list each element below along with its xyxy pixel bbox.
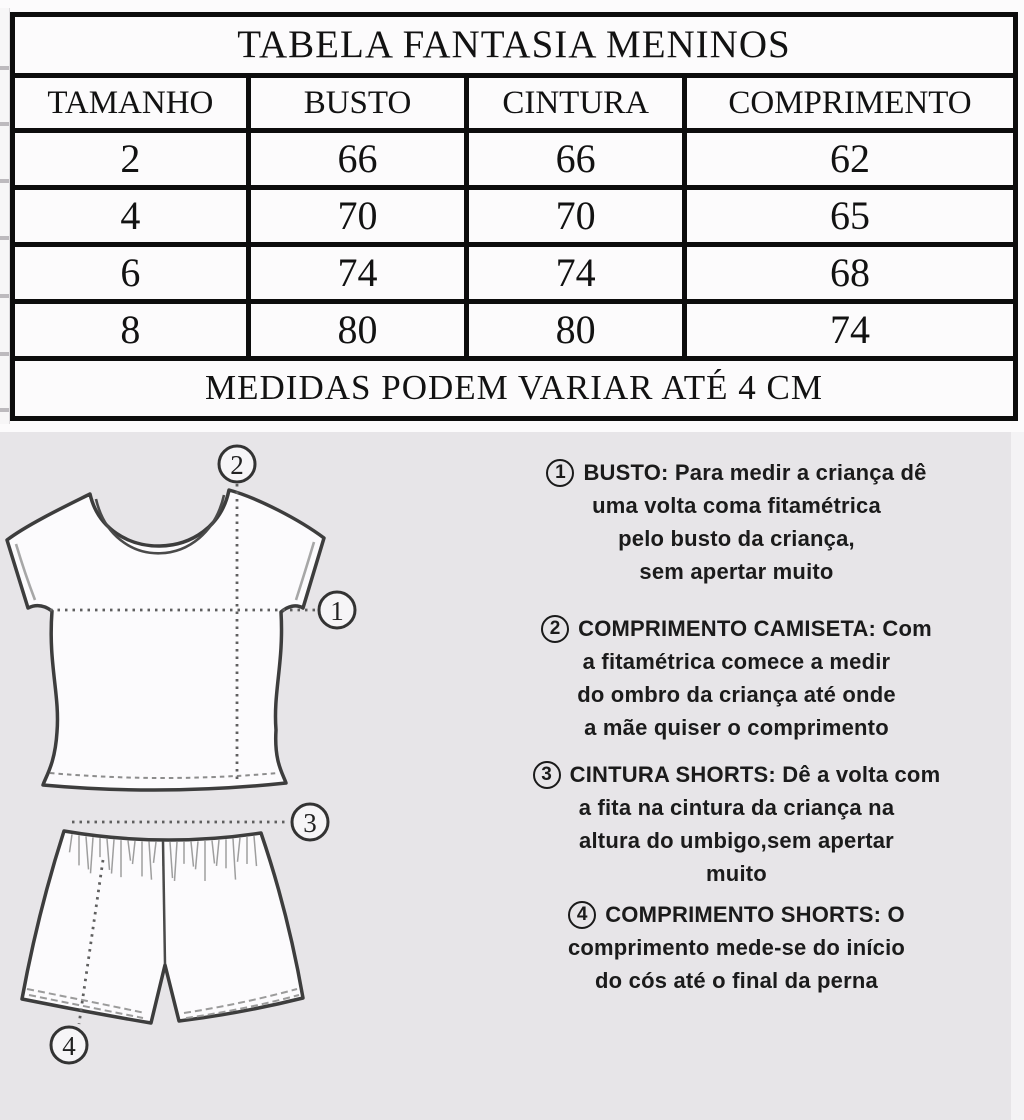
table-row <box>13 188 1016 245</box>
callout-number: 3 <box>303 808 317 838</box>
table-footer-row <box>13 359 1016 419</box>
instruction-comprimento-camiseta <box>486 612 987 744</box>
table-cell: 66 <box>467 131 685 188</box>
garment-diagram <box>0 432 480 1120</box>
edge-tick <box>0 122 9 126</box>
table-cell: 74 <box>684 302 1015 359</box>
circled-1-icon: 1 <box>546 459 574 487</box>
edge-tick <box>0 352 9 356</box>
instruction-text-line: a fitamétrica comece a medir <box>582 649 891 674</box>
edge-tick <box>0 66 9 70</box>
table-cell: 6 <box>13 245 249 302</box>
edge-tick <box>0 408 9 412</box>
instruction-text-line: pelo busto da criança, <box>618 526 855 551</box>
size-table <box>10 12 1018 421</box>
table-cell: 70 <box>248 188 467 245</box>
callout-number: 2 <box>230 450 244 480</box>
circled-4-icon: 4 <box>568 901 596 929</box>
table-cell: 2 <box>13 131 249 188</box>
instruction-text-line: muito <box>706 861 767 886</box>
instruction-cintura-shorts <box>486 758 987 890</box>
callout-number: 1 <box>330 596 344 626</box>
table-cell: 80 <box>467 302 685 359</box>
table-cell: 68 <box>684 245 1015 302</box>
callout-4 <box>51 1027 87 1063</box>
instruction-text-line: uma volta coma fitamétrica <box>592 493 881 518</box>
instruction-text-line: sem apertar muito <box>639 559 834 584</box>
table-cell: 8 <box>13 302 249 359</box>
tshirt-drawing <box>7 484 324 790</box>
page-edge-artifact <box>1011 432 1024 1120</box>
header-comprimento: COMPRIMENTO <box>684 76 1015 131</box>
instruction-comprimento-shorts <box>486 898 987 997</box>
table-cell: 65 <box>684 188 1015 245</box>
measurement-guide-section <box>0 432 1024 1120</box>
instruction-busto <box>486 456 987 588</box>
callout-2 <box>219 446 255 482</box>
table-cell: 74 <box>248 245 467 302</box>
table-cell: 62 <box>684 131 1015 188</box>
edge-tick <box>0 294 9 298</box>
table-header-row <box>13 76 1016 131</box>
edge-tick <box>0 236 9 240</box>
circled-2-icon: 2 <box>541 615 569 643</box>
measurement-instructions <box>480 432 1011 1120</box>
tshirt-outline <box>7 490 324 790</box>
instruction-text-line: a fita na cintura da criança na <box>578 795 895 820</box>
instruction-text-line: COMPRIMENTO CAMISETA: Com <box>578 616 932 641</box>
edge-tick <box>0 179 9 183</box>
table-title: TABELA FANTASIA MENINOS <box>13 15 1016 76</box>
header-tamanho: TAMANHO <box>13 76 249 131</box>
instruction-text-line: a mãe quiser o comprimento <box>584 715 889 740</box>
instruction-text-line: do ombro da criança até onde <box>577 682 896 707</box>
table-cell: 80 <box>248 302 467 359</box>
callout-1 <box>319 592 355 628</box>
circled-3-icon: 3 <box>533 761 561 789</box>
garment-figure <box>0 432 480 1120</box>
table-row <box>13 131 1016 188</box>
header-cintura: CINTURA <box>467 76 685 131</box>
callout-3 <box>292 804 328 840</box>
instruction-text-line: COMPRIMENTO SHORTS: O <box>605 902 905 927</box>
instruction-text-line: CINTURA SHORTS: Dê a volta com <box>569 762 941 787</box>
size-table-section <box>0 0 1024 432</box>
instruction-text-line: comprimento mede-se do início <box>567 935 906 960</box>
shorts-drawing <box>22 822 303 1024</box>
callout-number: 4 <box>62 1031 76 1061</box>
instruction-text-line: altura do umbigo,sem apertar <box>579 828 894 853</box>
table-row <box>13 245 1016 302</box>
table-cell: 4 <box>13 188 249 245</box>
table-cell: 66 <box>248 131 467 188</box>
table-cell: 70 <box>467 188 685 245</box>
table-footer-note: MEDIDAS PODEM VARIAR ATÉ 4 CM <box>13 359 1016 419</box>
table-cell: 74 <box>467 245 685 302</box>
instruction-text-line: BUSTO: Para medir a criança dê <box>583 460 927 485</box>
header-busto: BUSTO <box>248 76 467 131</box>
page-edge-artifact <box>0 8 10 424</box>
table-title-row <box>13 15 1016 76</box>
table-row <box>13 302 1016 359</box>
instruction-text-line: do cós até o final da perna <box>595 968 878 993</box>
